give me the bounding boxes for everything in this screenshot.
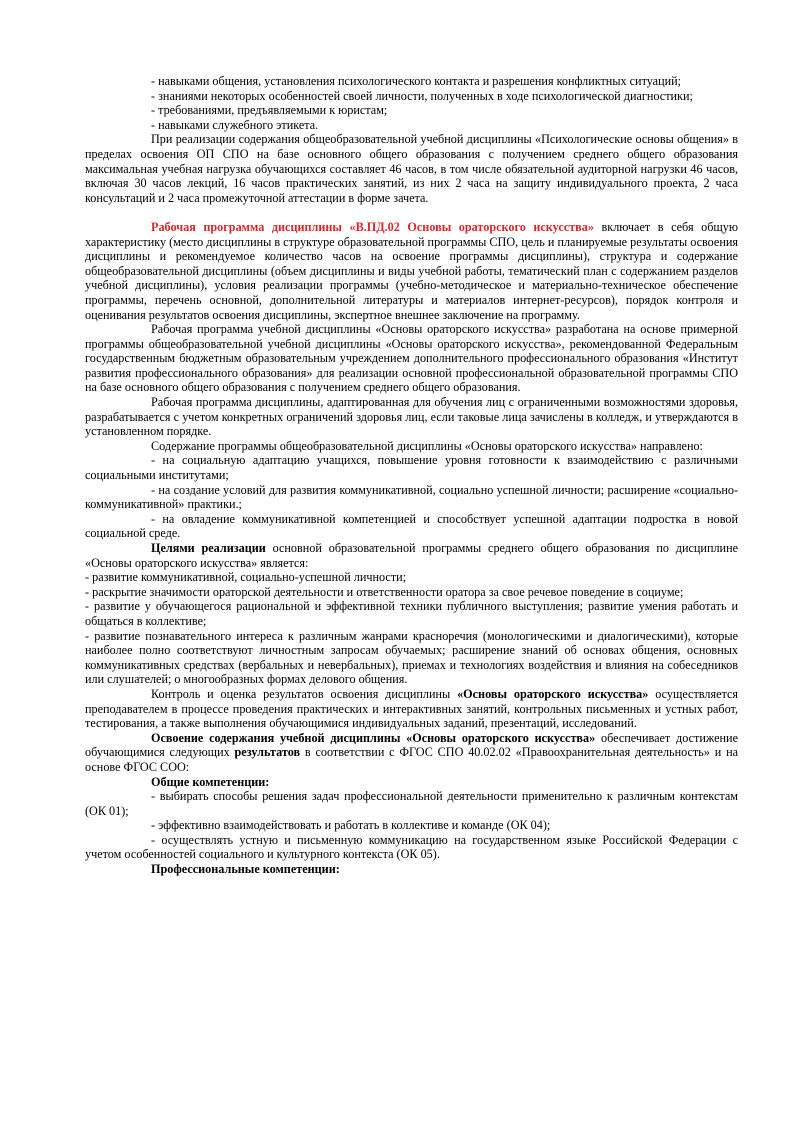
paragraph: - развитие коммуникативной, социально-успешной личности; — [85, 570, 407, 585]
text-run: в соответствии с ФГОС СПО 40.02.02 «Правоохранительная деятельность» и на основе ФГОС СОО: — [85, 745, 738, 774]
paragraph — [85, 731, 738, 775]
bold-run: «Основы ораторского искусства» — [457, 686, 649, 701]
paragraph: - осуществлять устную и письменную коммуникацию на государственном языке Российской Федерации с учетом особенностей социального и культурного контекста (ОК 05). — [85, 832, 738, 862]
paragraph: - на создание условий для развития коммуникативной, социально успешной личности; расширение «социально-коммуникативной» практики.; — [85, 482, 738, 512]
paragraph: - эффективно взаимодействовать и работать в коллективе и команде (ОК 04); — [151, 818, 551, 833]
paragraph: - требованиями, предъявляемыми к юристам; — [151, 103, 388, 118]
paragraph: При реализации содержания общеобразовательной учебной дисциплины «Психологические основы общения» в пределах освоения ОП СПО на базе основного общего образования с получением среднего общего образования максимальная учебная нагрузка обучающихся составляет 46 часов, в том числе обязательной аудиторной нагрузки 46 часов, включая 30 часов лекций, 16 часов практических занятий, из них 2 часа на защиту индивидуального проекта, 2 часа консультаций и 2 часа промежуточной аттестации в форме зачета. — [85, 132, 738, 205]
paragraph: - на социальную адаптацию учащихся, повышение уровня готовности к взаимодействию с различными социальными институтами; — [85, 453, 738, 483]
paragraph: - знаниями некоторых особенностей своей личности, полученных в ходе психологической диагностики; — [151, 88, 693, 103]
section-heading: Общие компетенции: — [151, 774, 270, 789]
paragraph: Содержание программы общеобразовательной дисциплины «Основы ораторского искусства» направлено: — [151, 438, 703, 453]
text-run: основной образовательной программы среднего общего образования по дисциплине «Основы ораторского искусства» является: — [85, 541, 739, 570]
paragraph: - раскрытие значимости ораторской деятельности и ответственности оратора за свое речевое поведение в социуме; — [85, 584, 684, 599]
paragraph: Рабочая программа дисциплины, адаптированная для обучения лиц с ограниченными возможностями здоровья, разрабатывается с учетом конкретных ограничений здоровья лиц, если таковые лица зачислены в колледж, и утверждаются в установленном порядке. — [85, 395, 738, 439]
paragraph — [85, 687, 738, 731]
paragraph: - выбирать способы решения задач профессиональной деятельности применительно к различным контекстам (ОК 01); — [85, 789, 738, 818]
section-heading: Профессиональные компетенции: — [151, 862, 340, 877]
paragraph — [85, 541, 738, 570]
paragraph: - на овладение коммуникативной компетенцией и способствует успешной адаптации подростка в новой социальной среде. — [85, 511, 738, 541]
paragraph: - развитие у обучающегося рациональной и эффективной техники публичного выступления; развитие умения работать и общаться в коллективе; — [85, 599, 738, 628]
paragraph: Рабочая программа учебной дисциплины «Основы ораторского искусства» разработана на основе примерной программы общеобразовательной учебной дисциплины «Основы ораторского искусства», рекомендованной Федеральным государственным бюджетным образовательным учреждением дополнительного профессионального образования «Институт развития профессионального образования» для реализации основной профессиональной образовательной программы СПО на базе основного общего образования с получением среднего общего образования. — [85, 322, 738, 395]
paragraph: - развитие познавательного интереса к различным жанрами красноречия (монологическими и диалогическими), которые наиболее полно соответствуют личностным запросам обучаемых; расширение знаний об основах общения, основных коммуникативных средствах (вербальных и невербальных), приемах и технологиях воздействия и влияния на собеседников или слушателей; о многообразных формах делового общения. — [85, 628, 738, 687]
paragraph: - навыками служебного этикета. — [151, 117, 319, 132]
paragraph: - навыками общения, установления психологического контакта и разрешения конфликтных ситуаций; — [151, 74, 682, 88]
paragraph — [85, 220, 738, 322]
text-run: осуществляется преподавателем в процессе проведения практических и интерактивных занятий, контрольных письменных и устных работ, тестирования, а также выполнения обучающимися индивидуальных заданий, презентаций, исследований. — [85, 686, 738, 731]
text-run: включает в себя общую характеристику (место дисциплины в структуре образовательной программы СПО, цель и планируемые результаты освоения дисциплины и рекомендуемое количество часов на освоение программы дисциплины), структура и содержание общеобразовательной дисциплины (объем дисциплины и виды учебной работы, тематический план с содержанием разделов учебной дисциплины), условия реализации программы (учебно-методическое и материально-техническое обеспечение программы, перечень основной, дополнительной литературы и материалов интернет-ресурсов), порядок контроля и оценивания результатов освоения дисциплины, экспертное внешнее заключение на программу. — [85, 219, 739, 322]
program-title: Рабочая программа дисциплины «В.ПД.02 Основы ораторского искусства» — [151, 219, 594, 234]
bold-run: Целями реализации — [151, 541, 266, 555]
bold-run: результатов — [234, 745, 301, 760]
text-run: обеспечивает достижение обучающимися следующих — [85, 730, 738, 760]
text-run: Контроль и оценка результатов освоения дисциплины — [151, 686, 458, 701]
blank-line — [85, 205, 738, 220]
bold-run: Освоение содержания учебной дисциплины «Основы ораторского искусства» — [151, 730, 596, 745]
